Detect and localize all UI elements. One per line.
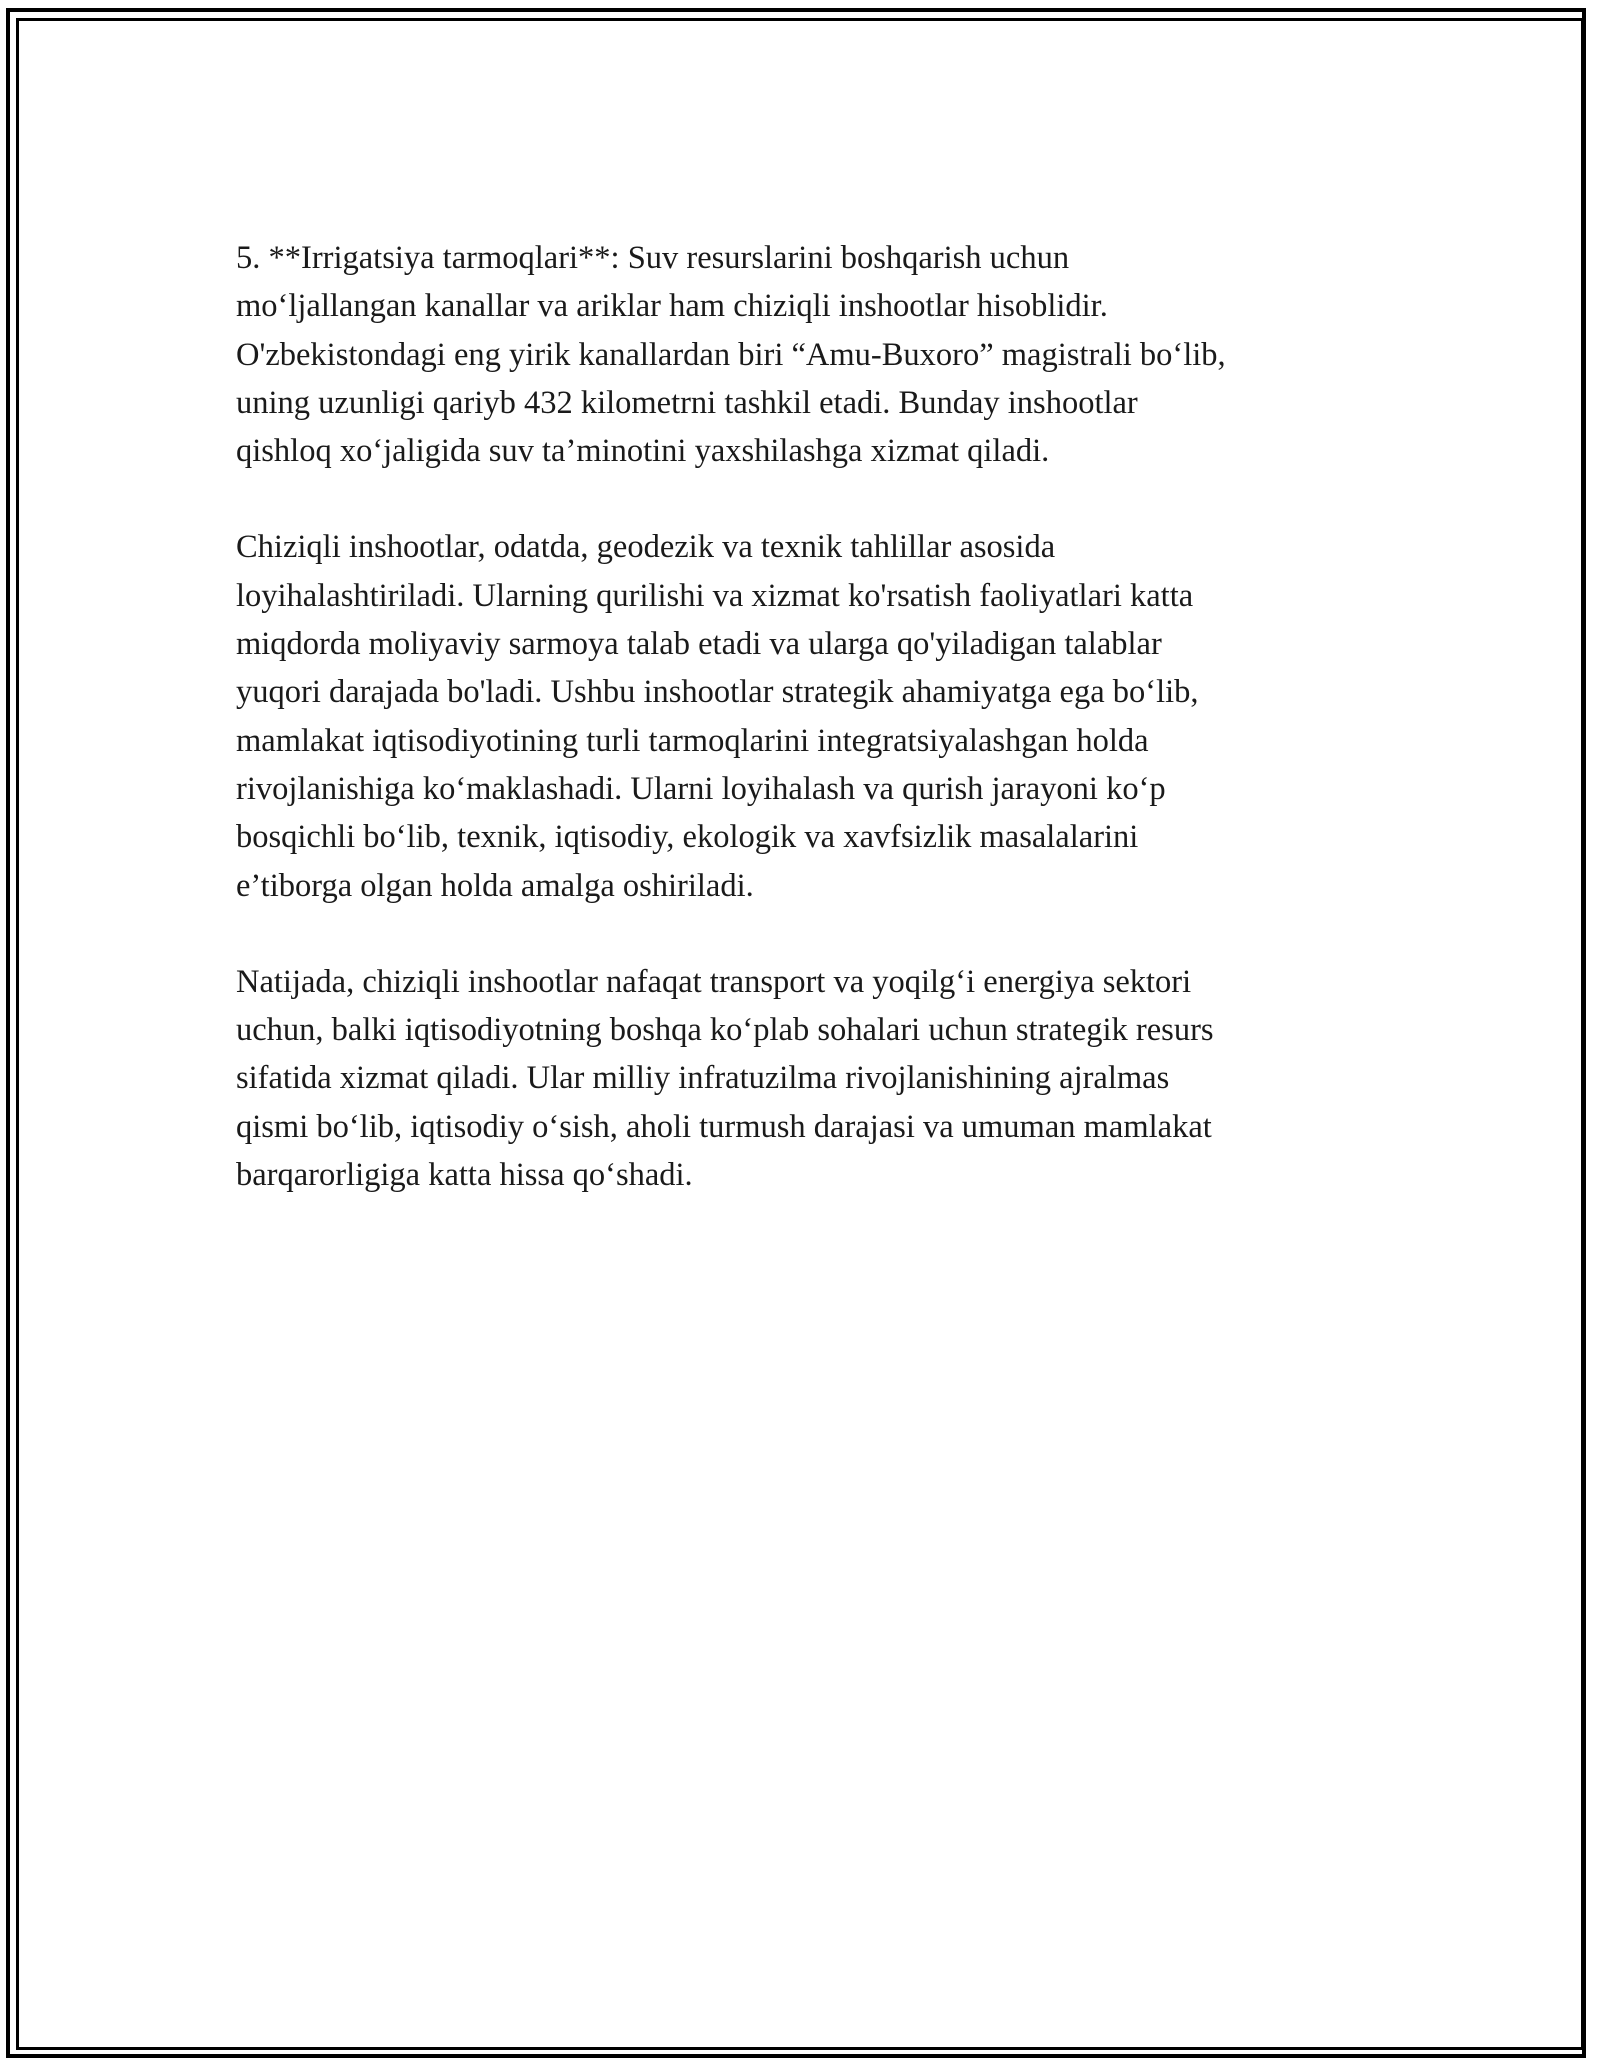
text-line: qishloq xo‘jaligida suv ta’minotini yaxshilashga xizmat qiladi. xyxy=(236,433,1050,470)
text-line: rivojlanishiga ko‘maklashadi. Ularni loyihalash va qurish jarayoni ko‘p xyxy=(236,770,1166,807)
text-line: yuqori darajada bo'ladi. Ushbu inshootlar strategik ahamiyatga ega bo‘lib, xyxy=(236,674,1199,711)
text-line: Natijada, chiziqli inshootlar nafaqat transport va yoqilg‘i energiya sektori xyxy=(236,963,1192,1000)
text-line: O'zbekistondagi eng yirik kanallardan biri “Amu-Buxoro” magistrali bo‘lib, xyxy=(236,336,1226,373)
text-line: sifatida xizmat qiladi. Ular milliy infratuzilma rivojlanishining ajralmas xyxy=(236,1060,1170,1097)
text-line: loyihalashtiriladi. Ularning qurilishi va xizmat ko'rsatish faoliyatlari katta xyxy=(236,577,1194,614)
text-line: qismi bo‘lib, iqtisodiy o‘sish, aholi turmush darajasi va umuman mamlakat xyxy=(236,1108,1212,1145)
text-line: uning uzunligi qariyb 432 kilometrni tashkil etadi. Bunday inshootlar xyxy=(236,384,1138,421)
text-line: e’tiborga olgan holda amalga oshiriladi. xyxy=(236,867,754,904)
text-line: barqarorligiga katta hissa qo‘shadi. xyxy=(236,1157,693,1194)
paragraph-linear-structures-design xyxy=(236,523,1386,909)
paragraph-irrigation-networks xyxy=(236,234,1386,475)
document-body xyxy=(236,234,1386,1247)
text-line: miqdorda moliyaviy sarmoya talab etadi va ularga qo'yiladigan talablar xyxy=(236,626,1162,663)
text-line: mamlakat iqtisodiyotining turli tarmoqlarini integratsiyalashgan holda xyxy=(236,722,1149,759)
text-line: mo‘ljallangan kanallar va ariklar ham chiziqli inshootlar hisoblidir. xyxy=(236,288,1108,325)
text-line: uchun, balki iqtisodiyotning boshqa ko‘plab sohalari uchun strategik resurs xyxy=(236,1012,1214,1049)
text-line: 5. **Irrigatsiya tarmoqlari**: Suv resurslarini boshqarish uchun xyxy=(236,240,1070,276)
paragraph-conclusion xyxy=(236,958,1386,1199)
text-line: bosqichli bo‘lib, texnik, iqtisodiy, ekologik va xavfsizlik masalalarini xyxy=(236,819,1139,856)
text-line: Chiziqli inshootlar, odatda, geodezik va texnik tahlillar asosida xyxy=(236,529,1056,566)
